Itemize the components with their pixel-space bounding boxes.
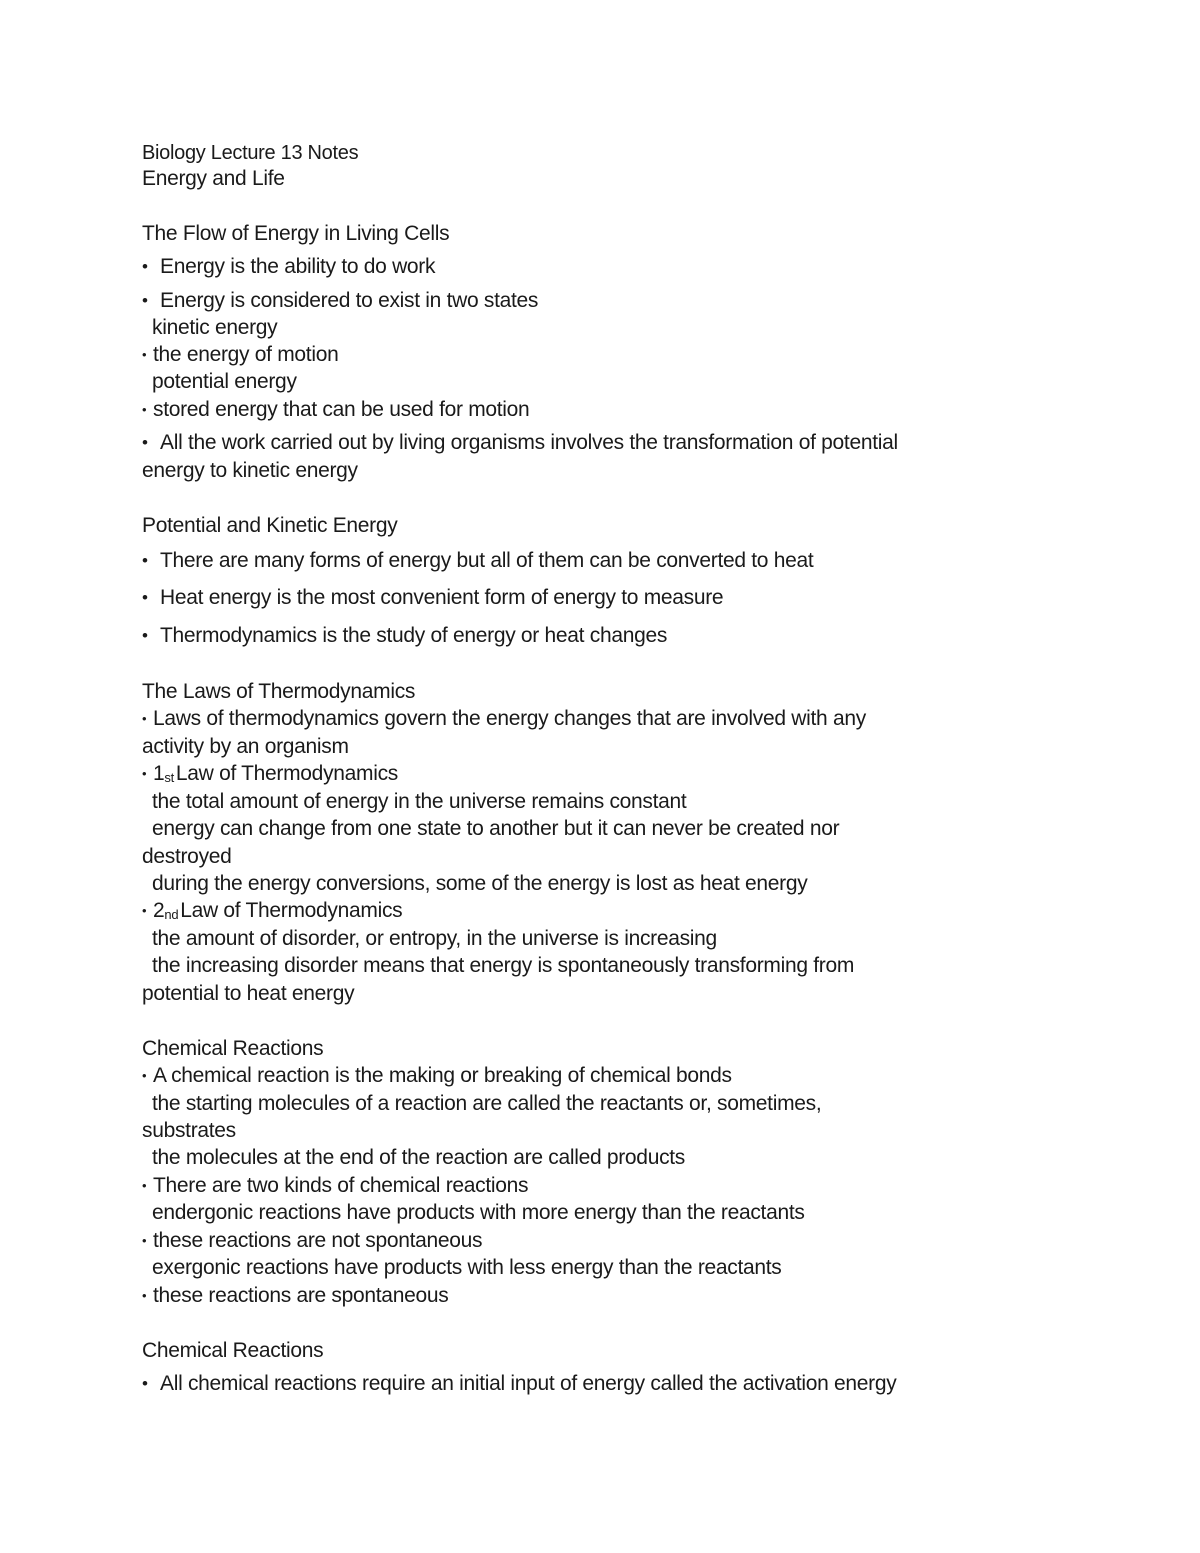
list-subitem: exergonic reactions have products with less energy than the reactants [152, 1256, 782, 1279]
bullet-icon: • [142, 626, 148, 645]
list-item: • $1_{st}Law$ of Thermodynamics [142, 762, 398, 785]
section-heading-chemical-reactions-2: Chemical Reactions [142, 1339, 324, 1362]
bullet-icon: • [142, 551, 148, 570]
list-subitem: the total amount of energy in the universe remains constant [152, 790, 687, 813]
list-item: • There are many forms of energy but all of them can be converted to heat [142, 549, 814, 572]
list-subitem: endergonic reactions have products with more energy than the reactants [152, 1201, 805, 1224]
list-item: • All chemical reactions require an initial input of energy called the activation energy [142, 1372, 897, 1395]
list-item-continuation: substrates [142, 1119, 236, 1142]
list-subitem: kinetic energy [152, 316, 278, 339]
bullet-icon: • [142, 1068, 147, 1083]
section-heading-laws: The Laws of Thermodynamics [142, 680, 416, 703]
bullet-icon: • [142, 257, 148, 276]
list-item: • the energy of motion [142, 343, 339, 366]
list-subitem: the molecules at the end of the reaction are called products [152, 1146, 686, 1169]
list-item-continuation: activity by an organism [142, 735, 349, 758]
list-item: • these reactions are not spontaneous [142, 1229, 483, 1252]
section-heading-potential-kinetic: Potential and Kinetic Energy [142, 514, 398, 537]
list-item: • There are two kinds of chemical reactions [142, 1174, 529, 1197]
list-subitem: potential energy [152, 370, 297, 393]
list-item: • Laws of thermodynamics govern the energy changes that are involved with any [142, 707, 866, 730]
bullet-icon: • [142, 1374, 148, 1393]
ordinal-suffix: st [164, 770, 174, 785]
list-item: • Energy is the ability to do work [142, 255, 436, 278]
bullet-icon: • [142, 1178, 147, 1193]
list-item: • Thermodynamics is the study of energy or heat changes [142, 624, 668, 647]
bullet-icon: • [142, 433, 148, 452]
list-subitem: the starting molecules of a reaction are called the reactants or, sometimes, [152, 1092, 822, 1115]
bullet-icon: • [142, 347, 147, 362]
list-item: • $2_{nd}Law$ of Thermodynamics [142, 899, 403, 922]
list-item-continuation: destroyed [142, 845, 232, 868]
list-item: • Heat energy is the most convenient form of energy to measure [142, 586, 724, 609]
list-item: • All the work carried out by living organisms involves the transformation of potential [142, 431, 898, 454]
bullet-icon: • [142, 711, 147, 726]
document-subtitle: Energy and Life [142, 167, 285, 190]
document-title: Biology Lecture 13 Notes [142, 142, 359, 164]
section-heading-chemical-reactions: Chemical Reactions [142, 1037, 324, 1060]
bullet-icon: • [142, 1288, 147, 1303]
bullet-icon: • [142, 903, 147, 918]
list-item-continuation: energy to kinetic energy [142, 459, 358, 482]
list-subitem: during the energy conversions, some of the energy is lost as heat energy [152, 872, 808, 895]
section-heading-flow: The Flow of Energy in Living Cells [142, 222, 450, 245]
bullet-icon: • [142, 1233, 147, 1248]
ordinal-suffix: nd [164, 907, 179, 922]
bullet-icon: • [142, 588, 148, 607]
list-item: • Energy is considered to exist in two states [142, 289, 539, 312]
list-subitem: the increasing disorder means that energy is spontaneously transforming from [152, 954, 855, 977]
list-subitem: energy can change from one state to another but it can never be created nor [152, 817, 840, 840]
bullet-icon: • [142, 402, 147, 417]
bullet-icon: • [142, 291, 148, 310]
list-item: • stored energy that can be used for motion [142, 398, 530, 421]
list-item-continuation: potential to heat energy [142, 982, 355, 1005]
bullet-icon: • [142, 766, 147, 781]
list-item: • A chemical reaction is the making or breaking of chemical bonds [142, 1064, 732, 1087]
list-item: • these reactions are spontaneous [142, 1284, 449, 1307]
list-subitem: the amount of disorder, or entropy, in the universe is increasing [152, 927, 717, 950]
